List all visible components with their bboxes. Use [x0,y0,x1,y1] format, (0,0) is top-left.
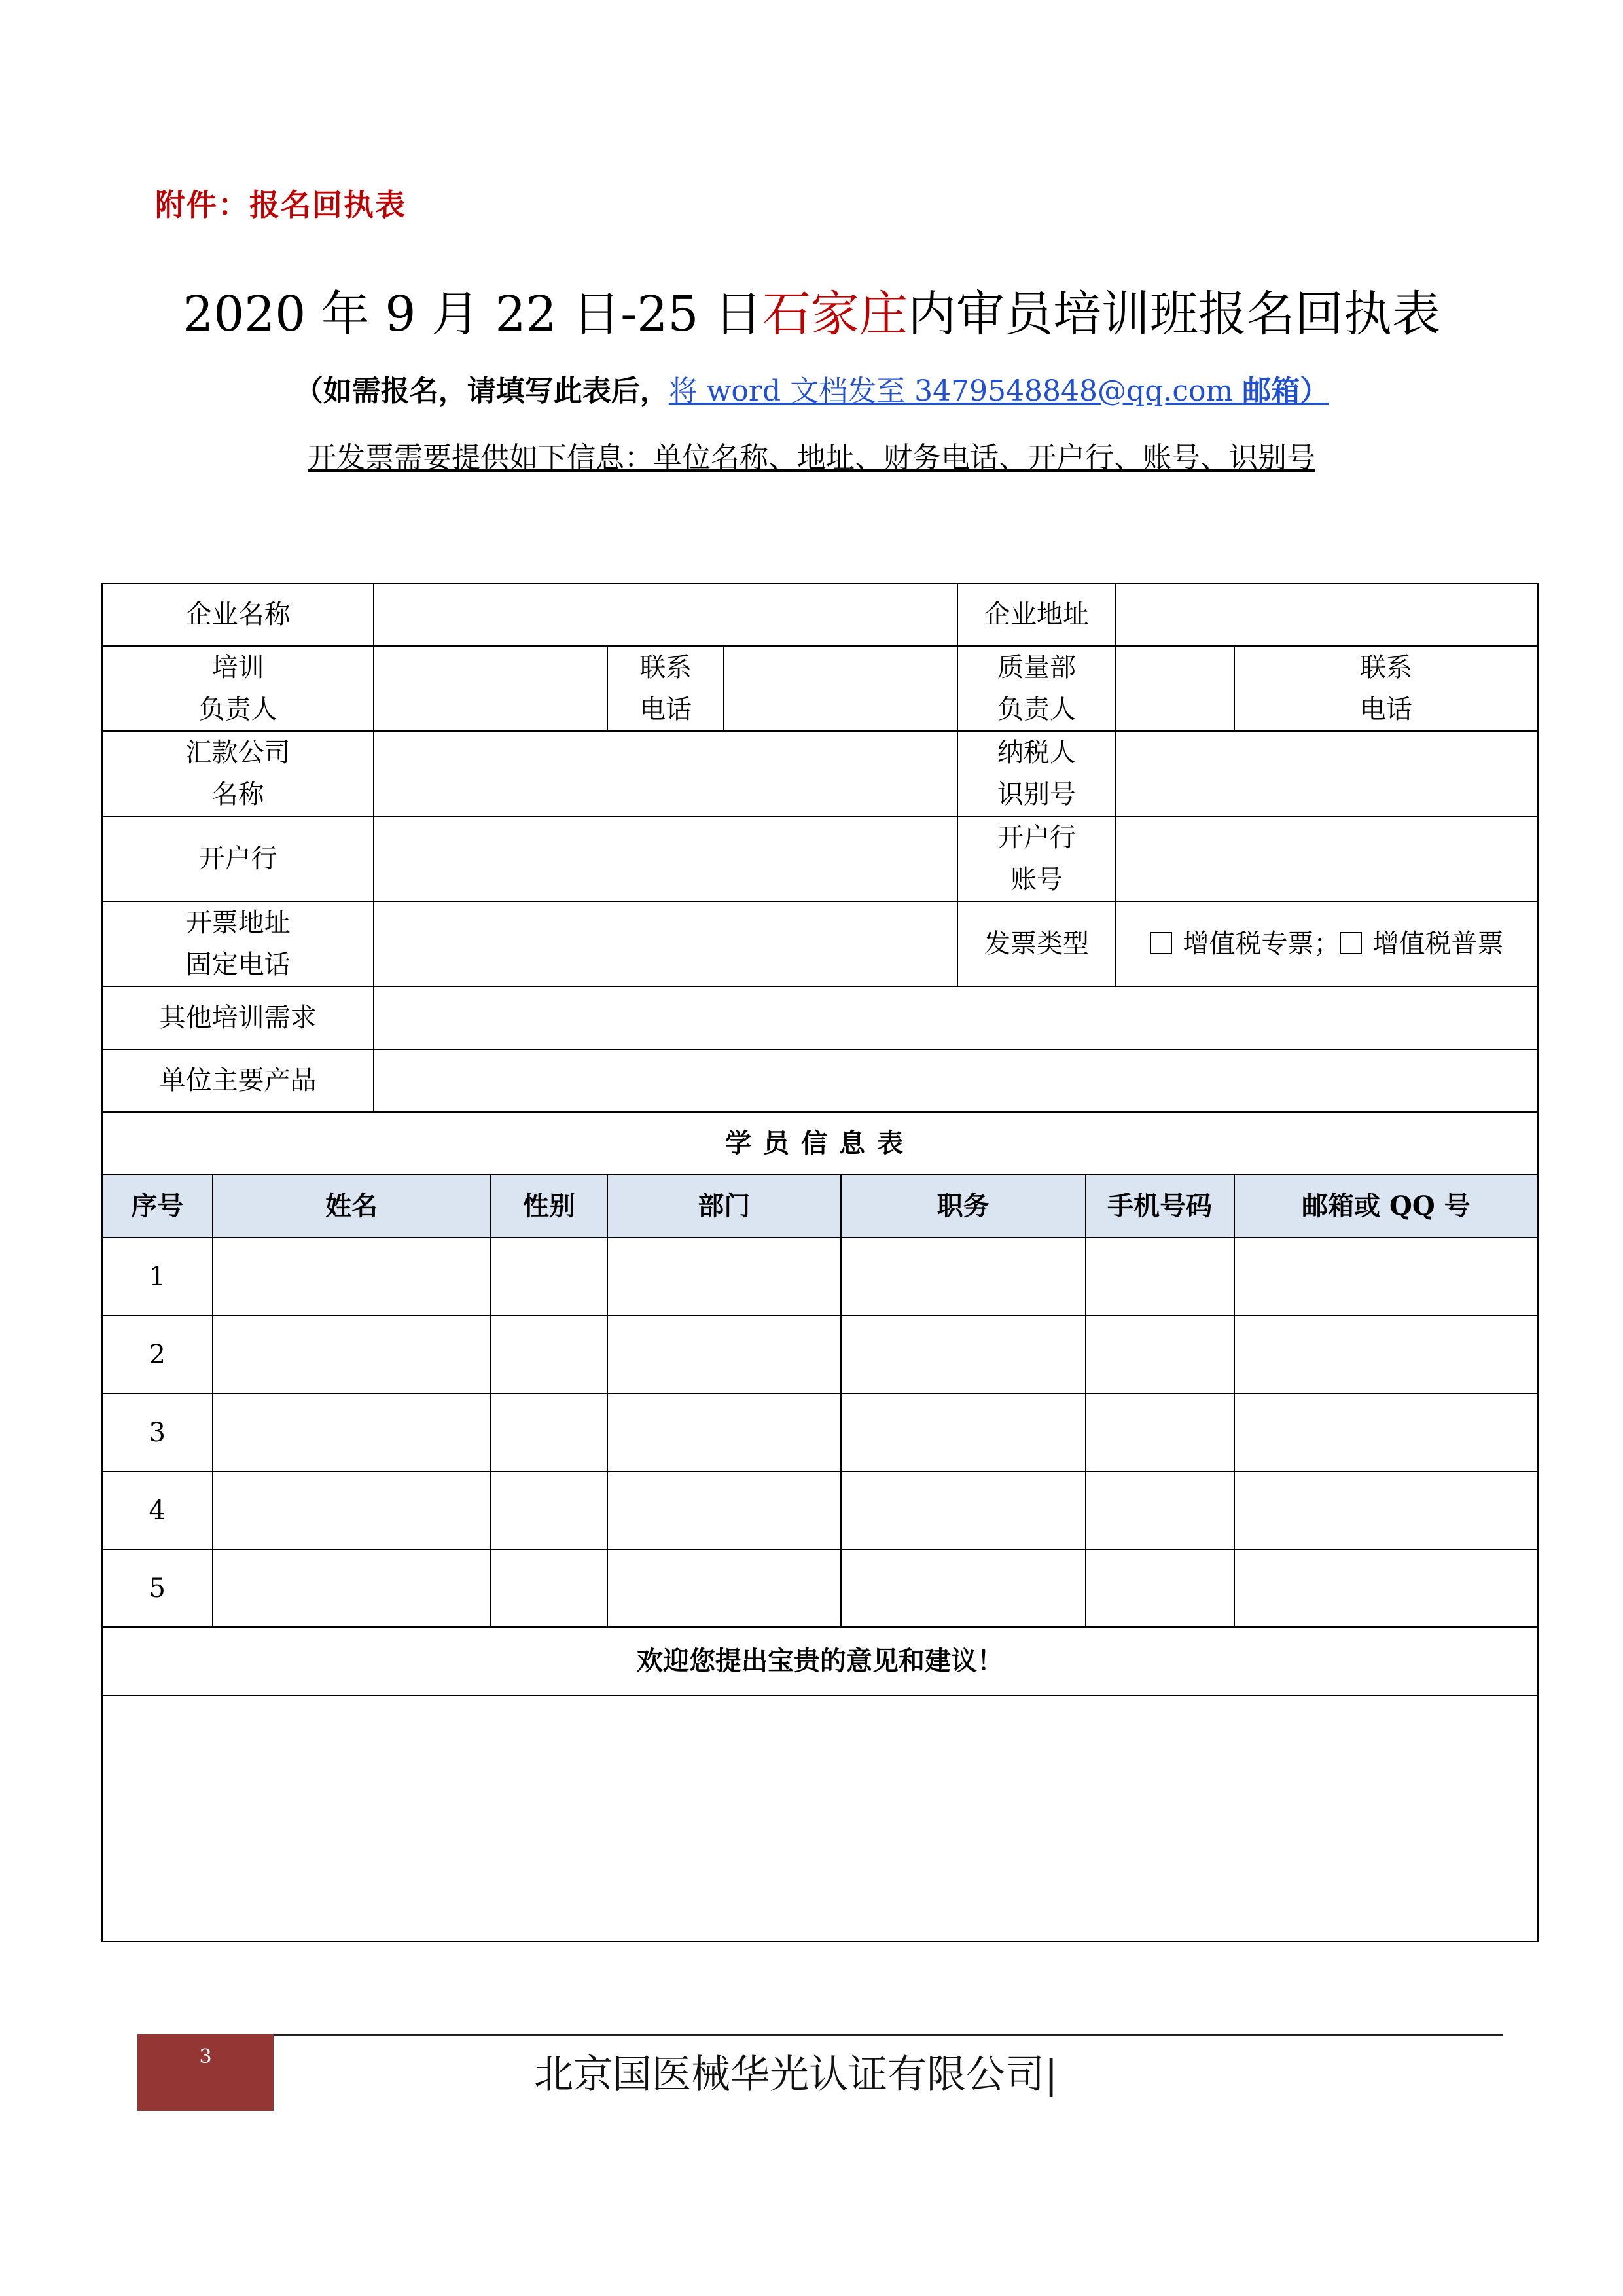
bank-account-field[interactable] [1116,816,1538,901]
gender-cell[interactable] [491,1238,607,1316]
label-taxpayer-id: 纳税人 识别号 [957,731,1116,816]
label-company-name: 企业名称 [102,583,374,646]
training-lead-field[interactable] [374,646,607,731]
label-quality-contact-phone: 联系 电话 [1234,646,1538,731]
email-link-bold[interactable]: 邮箱） [1242,374,1329,408]
label-bank: 开户行 [102,816,374,901]
trainee-section-heading: 学员信息表 [102,1112,1538,1175]
table-row [102,1393,1538,1471]
row-index: 1 [102,1238,213,1316]
page-number-box [137,2034,274,2111]
gender-cell[interactable] [491,1471,607,1549]
col-header-name: 姓名 [213,1175,491,1238]
email-qq-cell[interactable] [1234,1316,1538,1393]
email-qq-cell[interactable] [1234,1549,1538,1627]
taxpayer-id-field[interactable] [1116,731,1538,816]
title-date: 2020 年 9 月 22 日-25 日 [183,286,762,342]
vat-general-label: 增值税普票 [1372,929,1504,959]
name-cell[interactable] [213,1393,491,1471]
instruction-lead: （如需报名，请填写此表后， [294,374,669,408]
mobile-cell[interactable] [1086,1549,1234,1627]
remit-company-field[interactable] [374,731,957,816]
page-title [0,281,1623,347]
name-cell[interactable] [213,1316,491,1393]
gender-cell[interactable] [491,1316,607,1393]
instruction-line [0,372,1623,411]
label-invoice-type: 发票类型 [957,901,1116,986]
title-suffix: 内审员培训班报名回执表 [907,286,1440,342]
page-number: 3 [199,2045,212,2068]
feedback-heading: 欢迎您提出宝贵的意见和建议！ [102,1627,1538,1695]
title-city: 石家庄 [762,286,908,342]
footer-company: 北京国医械华光认证有限公司| [534,2052,1058,2098]
vat-general-checkbox[interactable] [1340,932,1362,954]
position-cell[interactable] [841,1393,1086,1471]
row-index: 5 [102,1549,213,1627]
table-row [102,1549,1538,1627]
col-header-gender: 性别 [491,1175,607,1238]
mobile-cell[interactable] [1086,1316,1234,1393]
label-quality-lead: 质量部 负责人 [957,646,1116,731]
position-cell[interactable] [841,1471,1086,1549]
col-header-department: 部门 [607,1175,841,1238]
department-cell[interactable] [607,1238,841,1316]
position-cell[interactable] [841,1238,1086,1316]
department-cell[interactable] [607,1471,841,1549]
col-header-email-qq: 邮箱或 QQ 号 [1234,1175,1538,1238]
email-link-text[interactable]: 将 word 文档发至 3479548848@qq.com [668,374,1243,408]
col-header-position: 职务 [841,1175,1086,1238]
bank-field[interactable] [374,816,957,901]
email-qq-cell[interactable] [1234,1471,1538,1549]
row-index: 4 [102,1471,213,1549]
name-cell[interactable] [213,1549,491,1627]
row-index: 2 [102,1316,213,1393]
label-company-address: 企业地址 [957,583,1116,646]
mobile-cell[interactable] [1086,1471,1234,1549]
other-needs-field[interactable] [374,986,1538,1049]
contact-phone-field[interactable] [724,646,957,731]
table-row [102,1316,1538,1393]
department-cell[interactable] [607,1393,841,1471]
position-cell[interactable] [841,1316,1086,1393]
footer-divider [137,2034,1503,2036]
label-invoice-address: 开票地址 固定电话 [102,901,374,986]
company-name-field[interactable] [374,583,957,646]
email-qq-cell[interactable] [1234,1393,1538,1471]
department-cell[interactable] [607,1549,841,1627]
label-main-products: 单位主要产品 [102,1049,374,1112]
company-address-field[interactable] [1116,583,1538,646]
label-bank-account: 开户行 账号 [957,816,1116,901]
email-link[interactable] [669,374,1329,408]
position-cell[interactable] [841,1549,1086,1627]
row-index: 3 [102,1393,213,1471]
label-contact-phone: 联系 电话 [607,646,724,731]
label-training-lead: 培训 负责人 [102,646,374,731]
invoice-note [0,439,1623,478]
invoice-note-text: 开发票需要提供如下信息：单位名称、地址、财务电话、开户行、账号、识别号 [308,441,1315,475]
mobile-cell[interactable] [1086,1238,1234,1316]
label-remit-company: 汇款公司 名称 [102,731,374,816]
vat-special-checkbox[interactable] [1150,932,1172,954]
label-other-needs: 其他培训需求 [102,986,374,1049]
mobile-cell[interactable] [1086,1393,1234,1471]
invoice-type-options [1116,901,1538,986]
department-cell[interactable] [607,1316,841,1393]
main-products-field[interactable] [374,1049,1538,1112]
feedback-field[interactable] [102,1695,1538,1941]
table-row [102,1238,1538,1316]
gender-cell[interactable] [491,1393,607,1471]
table-row [102,1471,1538,1549]
invoice-address-field[interactable] [374,901,957,986]
email-qq-cell[interactable] [1234,1238,1538,1316]
col-header-mobile: 手机号码 [1086,1175,1234,1238]
gender-cell[interactable] [491,1549,607,1627]
vat-special-label: 增值税专票； [1183,929,1340,959]
attachment-label: 附件：报名回执表 [155,187,406,223]
name-cell[interactable] [213,1471,491,1549]
registration-form [101,583,1539,1942]
col-header-index: 序号 [102,1175,213,1238]
quality-lead-field[interactable] [1116,646,1234,731]
name-cell[interactable] [213,1238,491,1316]
